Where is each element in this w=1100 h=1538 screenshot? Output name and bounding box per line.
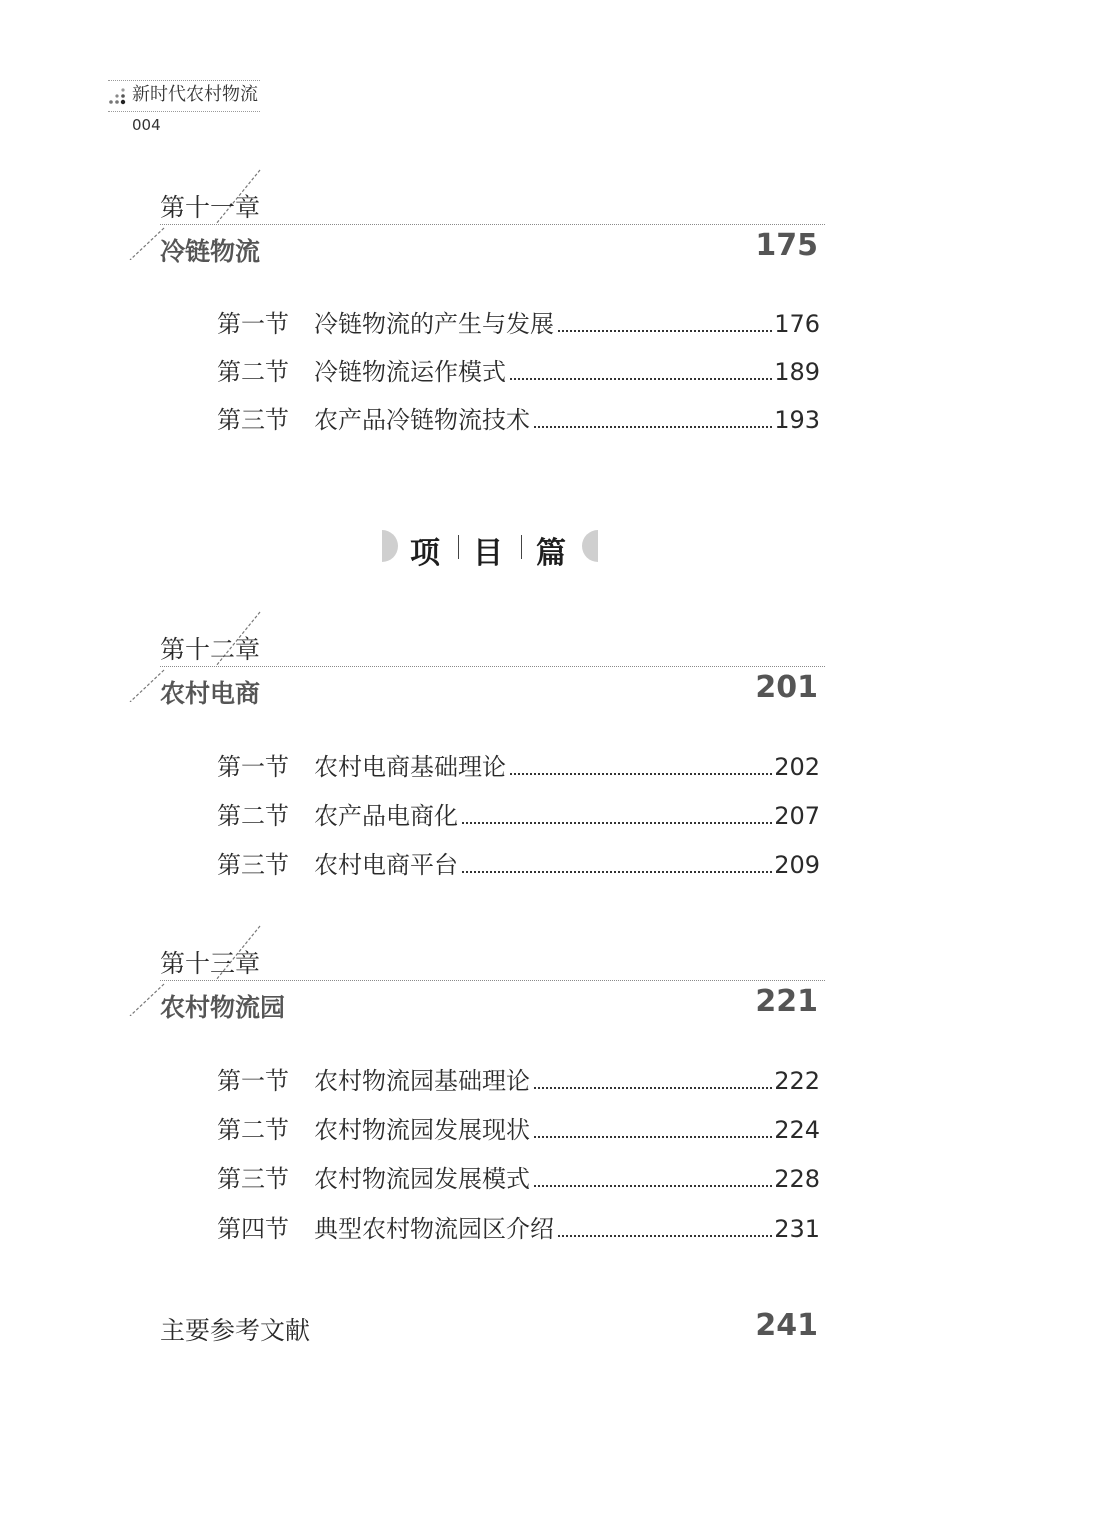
section-title: 农村物流园发展现状 [314, 1116, 530, 1144]
section-label: 第一节 [217, 753, 289, 781]
toc-entry[interactable] [217, 352, 820, 388]
part-separator [458, 535, 459, 559]
section-page: 202 [774, 753, 820, 781]
part-word: 篇 [536, 536, 566, 571]
section-page: 222 [774, 1067, 820, 1095]
chapter-page: 221 [755, 984, 818, 1019]
book-title: 新时代农村物流 [132, 84, 258, 105]
section-page: 224 [774, 1116, 820, 1144]
section-page: 176 [774, 310, 820, 338]
dot-leader [510, 773, 772, 775]
toc-entry[interactable] [217, 747, 820, 783]
chapter-rule [160, 666, 825, 667]
page-number: 004 [132, 116, 161, 134]
toc-entry[interactable] [217, 1159, 820, 1195]
half-circle-left-icon [382, 530, 398, 562]
dot-leader [534, 1136, 772, 1138]
dot-leader [558, 330, 772, 332]
section-label: 第二节 [217, 358, 289, 386]
chapter-rule [160, 224, 825, 225]
half-circle-right-icon [582, 530, 598, 562]
section-page: 231 [774, 1215, 820, 1243]
section-label: 第三节 [217, 1165, 289, 1193]
toc-entry[interactable] [217, 304, 820, 340]
references-label[interactable]: 主要参考文献 [160, 1316, 311, 1345]
part-heading [380, 526, 600, 571]
dot-leader [534, 1185, 772, 1187]
dot-leader [534, 1087, 772, 1089]
toc-entry[interactable] [217, 1110, 820, 1146]
section-page: 228 [774, 1165, 820, 1193]
running-header [108, 80, 260, 112]
chapter-rule [160, 980, 825, 981]
section-title: 农村物流园发展模式 [314, 1165, 530, 1193]
section-page: 209 [774, 851, 820, 879]
dots-icon [108, 87, 128, 105]
section-label: 第二节 [217, 1116, 289, 1144]
part-word: 目 [473, 536, 503, 571]
dot-leader [462, 871, 772, 873]
dot-leader [510, 378, 772, 380]
section-page: 193 [774, 406, 820, 434]
section-label: 第四节 [217, 1215, 289, 1243]
section-title: 冷链物流的产生与发展 [314, 310, 554, 338]
section-label: 第三节 [217, 851, 289, 879]
chapter-title: 农村电商 [160, 679, 261, 708]
part-separator [521, 535, 522, 559]
section-title: 农产品电商化 [314, 802, 458, 830]
section-page: 189 [774, 358, 820, 386]
chapter-label: 第十三章 [160, 949, 261, 978]
section-title: 农村电商平台 [314, 851, 458, 879]
references-page: 241 [755, 1308, 818, 1343]
dot-leader [534, 426, 772, 428]
section-label: 第一节 [217, 1067, 289, 1095]
toc-entry[interactable] [217, 1061, 820, 1097]
section-label: 第一节 [217, 310, 289, 338]
section-page: 207 [774, 802, 820, 830]
dot-leader [462, 822, 772, 824]
chapter-page: 175 [755, 228, 818, 263]
toc-entry[interactable] [217, 845, 820, 881]
section-label: 第二节 [217, 802, 289, 830]
chapter-label: 第十二章 [160, 635, 261, 664]
chapter-label: 第十一章 [160, 193, 261, 222]
part-word: 项 [410, 536, 440, 571]
section-title: 典型农村物流园区介绍 [314, 1215, 554, 1243]
section-title: 农产品冷链物流技术 [314, 406, 530, 434]
toc-entry[interactable] [217, 400, 820, 436]
section-title: 冷链物流运作模式 [314, 358, 506, 386]
section-label: 第三节 [217, 406, 289, 434]
section-title: 农村电商基础理论 [314, 753, 506, 781]
dot-leader [558, 1235, 772, 1237]
chapter-page: 201 [755, 670, 818, 705]
chapter-title: 农村物流园 [160, 993, 286, 1022]
toc-entry[interactable] [217, 1209, 820, 1245]
toc-entry[interactable] [217, 796, 820, 832]
section-title: 农村物流园基础理论 [314, 1067, 530, 1095]
chapter-title: 冷链物流 [160, 237, 261, 266]
